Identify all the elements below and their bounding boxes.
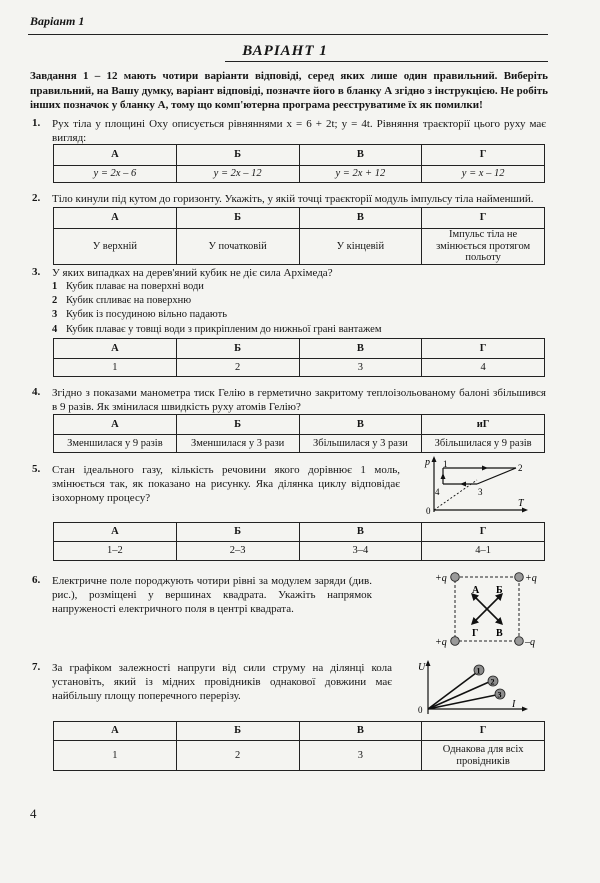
- q3-option: 3 Кубик із посудиною вільно падають: [52, 309, 228, 321]
- q4-answer: Зменшилася у 3 рази: [176, 435, 299, 453]
- q2-header: Б: [176, 208, 299, 229]
- q1-header: А: [54, 145, 177, 166]
- q3-option: 1 Кубик плаває на поверхні води: [52, 281, 204, 292]
- q7-answer: 2: [176, 741, 299, 771]
- origin-label: 0: [426, 506, 431, 516]
- point-label: 1: [443, 459, 448, 469]
- line-label: 1: [476, 666, 481, 676]
- q4-header: иГ: [422, 415, 545, 435]
- q7-header: Г: [422, 722, 545, 741]
- point-label: 2: [518, 463, 523, 473]
- t-axis-label: T: [518, 498, 524, 509]
- q2-answer: Імпульс тіла не змінюється протягом польоту: [422, 229, 545, 265]
- arrow-4-1: [441, 473, 446, 479]
- point-label: 4: [435, 487, 440, 497]
- charge-label: –q: [525, 637, 535, 648]
- q1-number: 1.: [32, 117, 41, 129]
- q2-header: А: [54, 208, 177, 229]
- q6-number: 6.: [32, 574, 41, 586]
- q7-number: 7.: [32, 661, 41, 673]
- direction-label: В: [496, 628, 503, 639]
- q3-answer: 1: [54, 359, 177, 377]
- charge-label: +q: [435, 573, 447, 584]
- q5-text: Стан ідеального газу, кількість речовини якого дорівнює 1 моль, змінюється так, як показано на рисунку. Яка ділянка циклу відповідає ізохорному процесу?: [52, 464, 400, 504]
- charge-dot: [451, 573, 460, 582]
- q5-header: А: [54, 523, 177, 542]
- q3-answer: 4: [422, 359, 545, 377]
- p-axis-arrow: [432, 456, 437, 462]
- q2-answer: У верхній: [54, 229, 177, 265]
- q1-header: В: [299, 145, 422, 166]
- q7-text: За графіком залежності напруги від сили струму на ділянці кола установіть, який із мідних провідників однакової довжини має найбільшу площу поперечного перерізу.: [52, 662, 392, 702]
- point-label: 3: [478, 487, 483, 497]
- q1-answer: y = 2x – 6: [54, 166, 177, 183]
- arrow-1-2: [482, 466, 488, 471]
- p-axis-label: p: [425, 457, 430, 468]
- q3-header: Б: [176, 339, 299, 359]
- q4-header: А: [54, 415, 177, 435]
- q7-answer: Однакова для всіх провідників: [422, 741, 545, 771]
- u-axis-label: U: [418, 662, 426, 673]
- q4-text: Згідно з показами манометра тиск Гелію в герметично закритому теплоізольованому балоні збільшився в 9 разів. Як змінилася швидкість руху атомів Гелію?: [52, 387, 546, 413]
- instructions: Завдання 1 – 12 мають чотири варіанти відповіді, серед яких лише один правильний. Виберіть правильний, на Вашу думку, варіант відповіді, позначте його в бланку А згідно з інструкцією. Не робіть інших позначок у бланку А, тому що комп'ютерна програма реєструватиме їх як помилки!: [30, 70, 548, 111]
- q5-pt-diagram: [422, 454, 532, 516]
- q2-answer: У початковій: [176, 229, 299, 265]
- page-number: 4: [30, 806, 37, 821]
- charge-dot: [515, 637, 524, 646]
- q7-ui-graph: [414, 658, 534, 720]
- variant-title: ВАРІАНТ 1: [242, 43, 328, 59]
- q5-number: 5.: [32, 463, 41, 475]
- q1-header: Г: [422, 145, 545, 166]
- q4-header: В: [299, 415, 422, 435]
- header-rule: [28, 34, 548, 35]
- q7-header: Б: [176, 722, 299, 741]
- q5-answer-table: [53, 522, 545, 561]
- direction-label: А: [472, 585, 480, 596]
- arrow-3-4: [460, 482, 466, 487]
- q3-option: 2 Кубик спливає на поверхню: [52, 295, 192, 307]
- q2-header: В: [299, 208, 422, 229]
- q6-charges-diagram: [430, 566, 546, 654]
- header-label: Варіант 1: [30, 14, 85, 28]
- q1-answer: y = 2x + 12: [299, 166, 422, 183]
- q3-header: А: [54, 339, 177, 359]
- q1-text: Рух тіла у площині Oxy описується рівняннями x = 6 + 2t; y = 4t. Рівняння траєкторії цього руху має вигляд:: [52, 118, 546, 144]
- q3-option: 4 Кубик плаває у товщі води з прикріпленим до нижньої грані вантажем: [52, 323, 382, 335]
- charge-label: +q: [525, 573, 537, 584]
- q5-answer: 3–4: [299, 542, 422, 561]
- q4-answer: Збільшилася у 3 рази: [299, 435, 422, 453]
- charge-dot: [515, 573, 524, 582]
- q4-answer: Зменшилася у 9 разів: [54, 435, 177, 453]
- q1-answer: y = 2x – 12: [176, 166, 299, 183]
- q7-header: А: [54, 722, 177, 741]
- line-label: 2: [490, 677, 495, 687]
- q3-header: Г: [422, 339, 545, 359]
- direction-label: Б: [496, 585, 503, 596]
- q1-answer: y = x – 12: [422, 166, 545, 183]
- q2-answer: У кінцевій: [299, 229, 422, 265]
- q2-header: Г: [422, 208, 545, 229]
- charge-dot: [451, 637, 460, 646]
- i-axis-arrow: [522, 707, 528, 712]
- charge-label: +q: [435, 637, 447, 648]
- q5-answer: 1–2: [54, 542, 177, 561]
- segment-2-3: [477, 468, 516, 484]
- q4-answer: Збільшилася у 9 разів: [422, 435, 545, 453]
- q4-answer-table: [53, 414, 545, 453]
- q4-header: Б: [176, 415, 299, 435]
- q3-answer-table: [53, 338, 545, 377]
- q7-header: В: [299, 722, 422, 741]
- q1-answer-table: [53, 144, 545, 183]
- origin-label: 0: [418, 705, 423, 715]
- i-axis-label: I: [512, 699, 516, 710]
- q2-answer-table: [53, 207, 545, 265]
- q3-number: 3.: [32, 266, 41, 278]
- q7-answer-table: [53, 721, 545, 771]
- q5-header: В: [299, 523, 422, 542]
- q1-header: Б: [176, 145, 299, 166]
- q5-header: Б: [176, 523, 299, 542]
- direction-label: Г: [472, 628, 479, 639]
- q3-text: У яких випадках на дерев'яний кубик не діє сила Архімеда?: [52, 267, 333, 279]
- q7-answer: 3: [299, 741, 422, 771]
- q2-number: 2.: [32, 192, 41, 204]
- q3-answer: 3: [299, 359, 422, 377]
- q5-answer: 2–3: [176, 542, 299, 561]
- q5-header: Г: [422, 523, 545, 542]
- u-axis-arrow: [426, 660, 431, 666]
- q5-answer: 4–1: [422, 542, 545, 561]
- q3-header: В: [299, 339, 422, 359]
- line-label: 3: [497, 690, 502, 700]
- title-rule: [225, 61, 548, 62]
- q7-answer: 1: [54, 741, 177, 771]
- q3-answer: 2: [176, 359, 299, 377]
- q2-text: Тіло кинули під кутом до горизонту. Укажіть, у якій точці траєкторії модуль імпульсу тіла найменший.: [52, 193, 534, 205]
- q3-options: [52, 280, 381, 337]
- q6-text: Електричне поле породжують чотири рівні за модулем заряди (див. рис.), розміщені у вершинах квадрата. Укажіть напрямок напруженості електричного поля в центрі квадрата.: [52, 575, 372, 615]
- q4-number: 4.: [32, 386, 41, 398]
